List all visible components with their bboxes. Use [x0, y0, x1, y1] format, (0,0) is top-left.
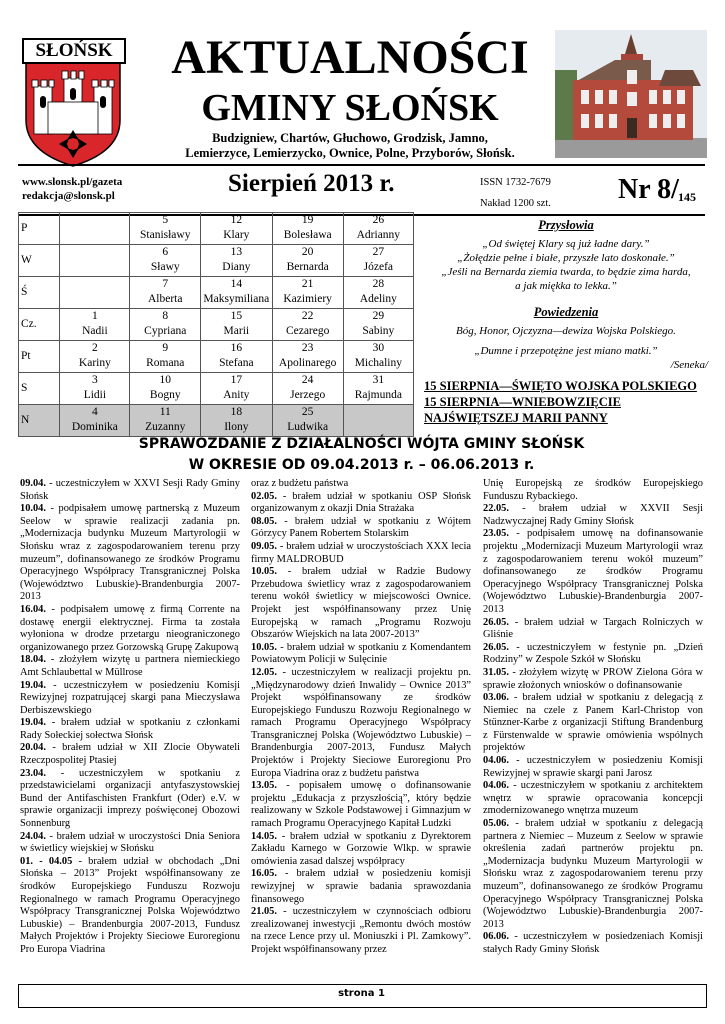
- report-entry: [483, 478, 703, 503]
- entry-text: - uczestniczyłem w czynnościach odbioru zrealizowanej inwestycji „Remontu dwóch mostów na rzece Lence przy ul. Moniuszki i Pl. Zamkowy”. Projekt współfinansowany przez: [251, 906, 471, 955]
- calendar-name-day: Nadii: [82, 325, 108, 337]
- calendar-cell: [130, 213, 201, 245]
- calendar-cell: [272, 277, 343, 309]
- email-link[interactable]: redakcja@slonsk.pl: [22, 190, 115, 202]
- report-entry: [483, 528, 703, 616]
- entry-text: - uczestniczyłem w festynie pn. „Dzień Rodziny” w Zespole Szkół w Słońsku: [483, 641, 703, 666]
- entry-date: 06.06.: [483, 931, 509, 943]
- entry-date: 18.04.: [20, 654, 46, 666]
- calendar-name-day: Cezarego: [285, 325, 330, 337]
- report-entry: [483, 755, 703, 780]
- calendar-cell: [343, 341, 413, 373]
- calendar-row: [19, 213, 414, 245]
- report-entry: [251, 478, 471, 491]
- calendar-date: 1: [92, 310, 98, 322]
- calendar-cell: [272, 341, 343, 373]
- calendar-date: 3: [92, 374, 98, 386]
- calendar-date: 24: [301, 374, 314, 386]
- entry-date: 01. - 04.05: [20, 855, 73, 867]
- calendar-cell: [60, 213, 130, 245]
- report-entry: [251, 667, 471, 780]
- calendar-cell: [343, 373, 413, 405]
- report-entry: [20, 831, 240, 856]
- calendar-cell: [272, 309, 343, 341]
- entry-date: 10.04.: [20, 503, 46, 515]
- entry-text: - brałem udział w spotkaniu z Dyrektorem Zakładu Karnego w Gorzowie Wlkp. w sprawie omówienia zasad dalszej współpracy: [251, 830, 471, 867]
- saying-line: „Dumne i przepotężne jest miano matki.”: [474, 345, 658, 357]
- calendar-cell: [272, 213, 343, 245]
- calendar-name-day: Apolinarego: [278, 357, 337, 369]
- proverb-line: „Żołędzie pełne i białe, przyszłe lato doskonałe.”: [457, 252, 675, 264]
- calendar-cell: [60, 373, 130, 405]
- calendar-date: 2: [92, 342, 98, 354]
- calendar-name-day: Ludwika: [287, 421, 329, 433]
- calendar-date: 15: [230, 310, 243, 322]
- entry-date: 05.06.: [483, 818, 509, 830]
- issn-info: [480, 172, 551, 214]
- calendar-name-day: Romana: [146, 357, 185, 369]
- entry-text: - brałem udział w obchodach „Dni Słońska – 2013” Projekt współfinansowany ze środków Europejskiego Funduszu Rozwoju Regionalnego w ramach Programu Operacyjnego Współpracy Transgranicznej Polska Województwo Lubuskie) – Brandenburgia 2007-2013, Fundusz Małych Projektów i Projekty Sieciowe Euroregionu Pro Europa Viadrina: [20, 855, 240, 955]
- calendar-name-day: Cypriana: [144, 325, 187, 337]
- report-entry: [483, 667, 703, 692]
- report-heading: SPRAWOZDANIE Z DZIAŁALNOŚCI WÓJTA GMINY SŁOŃSK: [138, 436, 585, 452]
- calendar-name-day: Klary: [223, 229, 250, 241]
- report-entry: [251, 516, 471, 541]
- entry-text: - brałem udział w spotkaniu z delegacją z Niemiec na czele z Panem Karl-Christop von Stünzner-Karbe z organizacji Stiftung Brandenburg z Fürstenwalde w sprawie omówienia wspólnych projektów: [483, 692, 703, 754]
- calendar-date: 28: [372, 278, 385, 290]
- calendar-name-day: Dominika: [71, 421, 118, 433]
- entry-date: 04.06.: [483, 780, 509, 792]
- report-entry: [483, 503, 703, 528]
- report-entry: [483, 642, 703, 667]
- calendar-cell: [130, 373, 201, 405]
- calendar-cell: [343, 405, 413, 437]
- issn-number: ISSN 1732-7679: [480, 177, 551, 188]
- calendar-cell: [272, 373, 343, 405]
- calendar-cell: [201, 341, 273, 373]
- calendar-date: 12: [230, 214, 243, 226]
- calendar-weekday: S: [19, 373, 60, 405]
- proverbs-title: Przysłowia: [538, 218, 594, 232]
- entry-text: - brałem udział w spotkaniu z Komendantem Powiatowym Policji w Sulęcinie: [251, 641, 471, 666]
- name-day-calendar: [18, 212, 414, 437]
- calendar-cell: [201, 405, 273, 437]
- entry-text: Unię Europejską ze środków Europejskiego Funduszu Rybackiego.: [483, 478, 703, 502]
- entry-text: - brałem udział w XXVII Sesji Nadzwyczajnej Rady Gminy Słońsk: [483, 503, 703, 527]
- entry-text: - złożyłem wizytę u partnera niemieckiego Amt Schlaubettal w Müllrose: [20, 654, 240, 678]
- calendar-date: 6: [162, 246, 169, 258]
- entry-text: oraz z budżetu państwa: [251, 478, 349, 489]
- entry-date: 21.05.: [251, 906, 277, 918]
- calendar-cell: [130, 277, 201, 309]
- proverb-line: „Od świętej Klary są już ładne dary.”: [482, 238, 650, 250]
- calendar-row: [19, 309, 414, 341]
- calendar-cell: [343, 277, 413, 309]
- entry-date: 16.04.: [20, 603, 46, 615]
- calendar-name-day: Marii: [223, 325, 250, 337]
- report-entry: [251, 831, 471, 869]
- entry-date: 26.05.: [483, 641, 509, 653]
- entry-text: - popisałem umowę o dofinansowanie projektu „Edukacja z przyszłością”, który będzie realizowany w Szkole Podstawowej i Gimnazjum w ramach Programu Operacyjnego Kapitał Ludzki: [251, 780, 471, 830]
- entry-text: - brałem udział w uroczystościach XXX lecia firmy MALDROBUD: [251, 540, 471, 565]
- calendar-name-day: Stefana: [219, 357, 254, 369]
- entry-text: - brałem udział w spotkaniu OSP Słońsk organizowanym z okazji Dnia Strażaka: [251, 490, 471, 515]
- villages-line-1: Budzigniew, Chartów, Głuchowo, Grodzisk, Jamno,: [212, 131, 488, 145]
- entry-text: - uczestniczyłem w posiedzeniach Komisji stałych Rady Gminy Słońsk: [483, 931, 703, 955]
- saying-author: /Seneka/: [670, 359, 708, 371]
- issue-number-total: 145: [678, 190, 696, 204]
- issue-date: Sierpień 2013 r.: [228, 170, 395, 197]
- calendar-date: 27: [372, 246, 385, 258]
- entry-date: 24.04.: [20, 830, 46, 842]
- town-hall-photo: [555, 30, 707, 158]
- calendar-date: 19: [301, 214, 314, 226]
- report-entry: [20, 503, 240, 604]
- calendar-date: 29: [372, 310, 385, 322]
- report-entry: [20, 856, 240, 957]
- calendar-name-day: Diany: [222, 261, 251, 273]
- report-column-2: [251, 478, 471, 957]
- calendar-name-day: Sabiny: [362, 325, 395, 337]
- calendar-cell: [201, 309, 273, 341]
- calendar-name-day: Anity: [223, 389, 250, 401]
- calendar-name-day: Adrianny: [356, 229, 401, 241]
- entry-text: - brałem udział w Radzie Budowy Przebudowa świetlicy wraz z zagospodarowaniem terenu wokół świetlicy w miejscowości Ownice. Projekt jest współfinansowany przez Unię Europejską w ramach „Programu Rozwoju Obszarów Wiejskich na lata 2007-2013”: [251, 566, 471, 641]
- entry-text: - uczestniczyłem w posiedzeniu Komisji Rewizyjnej rozpatrującej skargi pana Mieczysława Derbiszewskiego: [20, 679, 240, 716]
- entry-date: 03.06.: [483, 692, 509, 704]
- report-entry: [20, 604, 240, 654]
- calendar-weekday: Ś: [19, 277, 60, 309]
- calendar-date: 20: [301, 246, 314, 258]
- calendar-weekday: Cz.: [19, 309, 60, 341]
- calendar-date: 23: [301, 342, 314, 354]
- calendar-date: 8: [162, 310, 169, 322]
- calendar-name-day: Lidii: [83, 389, 107, 401]
- report-entry: [483, 931, 703, 956]
- entry-date: 19.04.: [20, 717, 46, 729]
- calendar-weekday: P: [19, 213, 60, 245]
- entry-date: 10.05.: [251, 641, 277, 653]
- entry-text: - uczestniczyłem w spotkaniu z architektem wnętrz w sprawie opracowania koncepcji zmodernizowanego wnętrza muzeum: [483, 780, 703, 817]
- villages-line-2: Lemierzyce, Lemierzycko, Ownice, Polne, Przyborów, Słońsk.: [185, 146, 515, 160]
- entry-text: - złożyłem wizytę w PROW Zielona Góra w sprawie złożonych wniosków o dofinansowanie: [483, 666, 703, 691]
- entry-date: 08.05.: [251, 515, 277, 527]
- calendar-name-day: Kariny: [78, 357, 111, 369]
- report-entry: [20, 742, 240, 767]
- calendar-cell: [272, 405, 343, 437]
- calendar-date: 21: [301, 278, 314, 290]
- villages-list: [140, 131, 560, 161]
- proverb-line: „Jeśli na Bernarda ziemia twarda, to będzie zima harda,: [441, 266, 691, 278]
- calendar-name-day: Rajmunda: [354, 389, 402, 401]
- calendar-name-day: Kazimiery: [283, 293, 332, 305]
- calendar-name-day: Zuzanny: [145, 421, 186, 433]
- entry-date: 13.05.: [251, 780, 277, 792]
- entry-text: - brałem udział w spotkaniu z delegacją partnera z Niemiec – Muzeum z Seelow w sprawie określenia zadań partnerów projektu pn. „Modernizacja budynku Muzeum Martyrologii w Słońsku wraz z zagospodarowaniem terenu przy muzeum”, dofinansowanego ze środków Programu Operacyjnego Współpracy Transgranicznej Polska (Województwo Lubuskie)-Brandenburgia 2007-2013: [483, 818, 703, 930]
- report-entry: [20, 717, 240, 742]
- calendar-cell: [60, 405, 130, 437]
- calendar-cell: [130, 309, 201, 341]
- website-link[interactable]: www.slonsk.pl/gazeta: [22, 176, 123, 188]
- coat-label: SŁOŃSK: [22, 38, 126, 64]
- calendar-date: 7: [162, 278, 169, 290]
- report-entry: [20, 768, 240, 831]
- masthead-subtitle: GMINY SŁOŃSK: [201, 87, 499, 129]
- entry-date: 19.04.: [20, 679, 46, 691]
- calendar-name-day: Jerzego: [290, 389, 326, 401]
- calendar-date: 26: [372, 214, 385, 226]
- calendar-date: 10: [159, 374, 171, 386]
- calendar-date: 13: [230, 246, 243, 258]
- calendar-date: 11: [159, 406, 171, 418]
- calendar-name-day: Ilony: [224, 421, 249, 433]
- entry-date: 22.05.: [483, 503, 509, 515]
- calendar-cell: [60, 309, 130, 341]
- entry-date: 02.05.: [251, 490, 277, 502]
- report-entry: [483, 818, 703, 931]
- report-column-3: [483, 478, 703, 957]
- calendar-name-day: Alberta: [148, 293, 183, 305]
- entry-text: - podpisałem umowę na dofinansowanie projektu „Modernizacji Muzeum Martyrologii wraz z zagospodarowaniem terenu wokół muzeum” dofinansowanego ze środków Programu Operacyjnego Współpracy Transgranicznej Polska (Województwo Lubuskie)-Brandenburgia 2007-2013: [483, 528, 703, 615]
- holiday-line: 15 SIERPNIA—ŚWIĘTO WOJSKA POLSKIEGO: [424, 379, 697, 393]
- calendar-date: 5: [162, 214, 169, 226]
- calendar-row: [19, 405, 414, 437]
- holiday-line: NAJŚWIĘTSZEJ MARII PANNY: [424, 411, 608, 425]
- calendar-row: [19, 341, 414, 373]
- calendar-date: 22: [301, 310, 314, 322]
- entry-date: 14.05.: [251, 830, 277, 842]
- report-entry: [20, 478, 240, 503]
- entry-date: 26.05.: [483, 616, 509, 628]
- report-entry: [251, 868, 471, 906]
- holiday-line: 15 SIERPNIA—WNIEBOWZIĘCIE: [424, 395, 621, 409]
- entry-text: - brałem udział w XII Zlocie Obywateli Rzeczpospolitej Ptasiej: [20, 742, 240, 767]
- calendar-cell: [201, 277, 273, 309]
- calendar-cell: [343, 213, 413, 245]
- calendar-cell: [60, 277, 130, 309]
- report-entry: [251, 541, 471, 566]
- calendar-weekday: N: [19, 405, 60, 437]
- circulation: Nakład 1200 szt.: [480, 198, 551, 209]
- entry-date: 20.04.: [20, 742, 46, 754]
- entry-text: - brałem udział w spotkaniu z Wójtem Górzycy Panem Robertem Stolarskim: [251, 515, 471, 540]
- entry-text: - uczestniczyłem w posiedzeniu Komisji Rewizyjnej w sprawie skargi pani Jarosz: [483, 755, 703, 779]
- report-entry: [483, 780, 703, 818]
- calendar-row: [19, 277, 414, 309]
- entry-text: - brałem udział w uroczystości Dnia Seniora w świetlicy wiejskiej w Słońsku: [20, 830, 240, 855]
- calendar-cell: [201, 245, 273, 277]
- calendar-name-day: Bernarda: [286, 261, 329, 273]
- report-entry: [251, 906, 471, 956]
- calendar-cell: [60, 341, 130, 373]
- report-entry: [251, 780, 471, 830]
- report-entry: [483, 692, 703, 755]
- calendar-name-day: Bogny: [149, 389, 181, 401]
- calendar-name-day: Michaliny: [354, 357, 402, 369]
- calendar-cell: [343, 309, 413, 341]
- entry-date: 31.05.: [483, 666, 509, 678]
- entry-text: - brałem udział w Targach Rolniczych w Gliśnie: [483, 616, 703, 641]
- calendar-date: 18: [230, 406, 243, 418]
- entry-text: - podpisałem umowę partnerską z Muzeum Seelow w sprawie realizacji zadania pn. „Modernizacja budynku Muzeum Martyrologii w Słońsku wraz z zagospodarowaniem terenu przy muzeum”, dofinansowanego ze środków Programu Operacyjnego Współpracy Transgranicznej Polska (Województwo Lubuskie)-Brandenburgia 2007-2013: [20, 503, 240, 603]
- calendar-date: 4: [92, 406, 98, 418]
- calendar-cell: [272, 245, 343, 277]
- calendar-name-day: Sławy: [150, 261, 180, 273]
- proverbs-box: [424, 218, 708, 372]
- calendar-cell: [130, 341, 201, 373]
- calendar-cell: [130, 405, 201, 437]
- report-entry: [251, 491, 471, 516]
- calendar-date: 14: [230, 278, 243, 290]
- holidays-list: [424, 378, 714, 426]
- calendar-date: 16: [230, 342, 243, 354]
- entry-text: - podpisałem umowę z firmą Corrente na dostawę energii elektrycznej. Firma ta została wyłoniona w drodze przetargu nieograniczonego organizowanego przez Gorzowską Grupę Zakupową: [20, 603, 240, 653]
- report-entry: [20, 680, 240, 718]
- contact-info: [22, 175, 122, 203]
- entry-date: 10.05.: [251, 566, 277, 578]
- report-entry: [251, 642, 471, 667]
- calendar-name-day: Maksymiliana: [203, 293, 270, 305]
- calendar-name-day: Józefa: [363, 261, 394, 273]
- report-period: W OKRESIE OD 09.04.2013 r. – 06.06.2013 r.: [188, 457, 535, 473]
- calendar-date: 9: [162, 342, 169, 354]
- entry-text: - brałem udział w posiedzeniu komisji rewizyjnej w sprawie badania sprawozdania finansowego: [251, 868, 471, 905]
- calendar-weekday: Pt: [19, 341, 60, 373]
- calendar-name-day: Bolesława: [283, 229, 332, 241]
- proverb-line: a jak miękka to lekka.”: [515, 280, 617, 292]
- issue-number: Nr 8/: [618, 174, 679, 205]
- entry-date: 04.06.: [483, 755, 509, 767]
- entry-date: 09.04.: [20, 478, 46, 489]
- calendar-cell: [343, 245, 413, 277]
- calendar-name-day: Adeliny: [359, 293, 397, 305]
- entry-date: 09.05.: [251, 540, 277, 552]
- calendar-cell: [201, 213, 273, 245]
- entry-date: 12.05.: [251, 666, 277, 678]
- calendar-date: 17: [230, 374, 243, 386]
- calendar-date: 30: [372, 342, 385, 354]
- calendar-row: [19, 245, 414, 277]
- saying-line: Bóg, Honor, Ojczyzna—dewiza Wojska Polskiego.: [456, 325, 676, 337]
- entry-text: - uczestniczyłem w realizacji projektu pn. „Międzynarodowy dzień Inwalidy – Ownice 2013” Projekt współfinansowany ze środków Europejskiego Funduszu Rozwoju Regionalnego w ramach Programu Operacyjnego Współpracy Transgranicznej Polska (Województwo Lubuskie) – Brandenburgia 2007-2013, Fundusz Małych Projektów i Projekty Sieciowe Euroregionu Pro Europa Viadrina oraz z budżetu państwa: [251, 666, 471, 779]
- entry-text: - brałem udział w spotkaniu z członkami Rady Sołeckiej sołectwa Słońsk: [20, 717, 240, 741]
- calendar-row: [19, 373, 414, 405]
- calendar-cell: [201, 373, 273, 405]
- calendar-name-day: Stanisławy: [140, 229, 191, 241]
- entry-date: 16.05.: [251, 868, 277, 880]
- calendar-date: 31: [372, 374, 385, 386]
- calendar-date: 25: [301, 406, 314, 418]
- entry-date: 23.04.: [20, 767, 46, 779]
- report-column-1: [20, 478, 240, 957]
- page-number: strona 1: [338, 988, 385, 999]
- calendar-cell: [60, 245, 130, 277]
- entry-text: - uczestniczyłem w XXVI Sesji Rady Gminy Słońsk: [20, 478, 240, 502]
- report-entry: [483, 617, 703, 642]
- report-entry: [251, 566, 471, 642]
- masthead-title: AKTUALNOŚCI: [171, 31, 529, 84]
- entry-text: - uczestniczyłem w spotkaniu z przedstawicielami organizacji antyfaszystowskiej Bund der Antifaschisten Frankfurt (Oder) e.V. w sprawie organizacji imprezy poświęconej Obozowi Sonnenburg: [20, 767, 240, 830]
- report-entry: [20, 654, 240, 679]
- calendar-weekday: W: [19, 245, 60, 277]
- sayings-title: Powiedzenia: [533, 305, 599, 319]
- entry-date: 23.05.: [483, 528, 509, 540]
- calendar-cell: [130, 245, 201, 277]
